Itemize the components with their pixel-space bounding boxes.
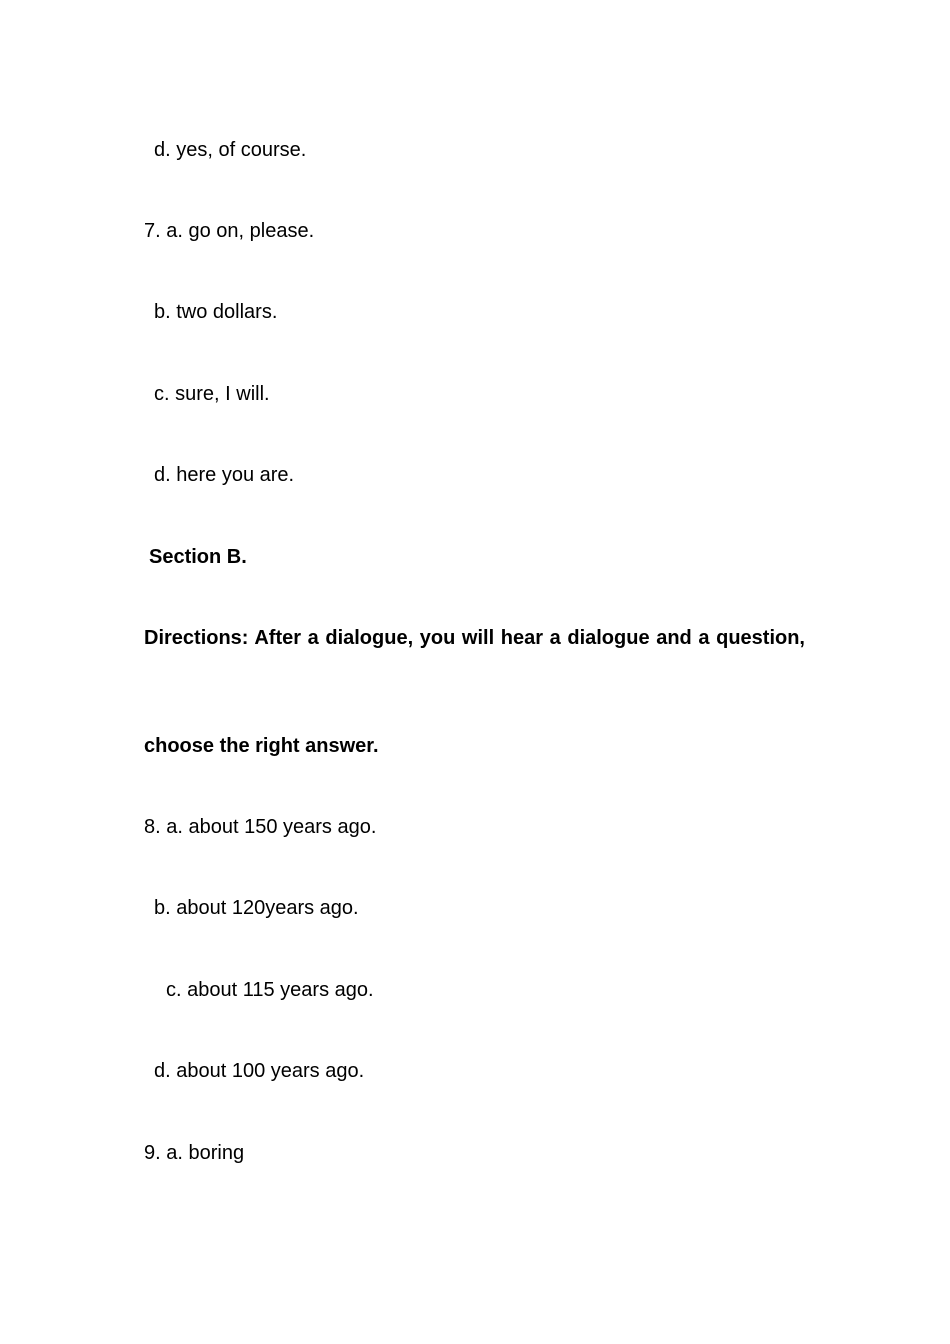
section-heading: Section B. [149, 546, 247, 568]
q7-option-d: d. here you are. [154, 464, 295, 486]
q8-option-d: d. about 100 years ago. [154, 1060, 365, 1082]
directions-line-1: Directions: After a dialogue, you will hear a dialogue and a question, [144, 627, 805, 649]
directions-line-2: choose the right answer. [144, 735, 379, 757]
q7-option-a: 7. a. go on, please. [144, 220, 315, 242]
q8-option-b: b. about 120years ago. [154, 897, 359, 919]
q9-option-a: 9. a. boring [144, 1142, 245, 1164]
q7-option-c: c. sure, I will. [154, 383, 270, 405]
q8-option-c: c. about 115 years ago. [166, 979, 374, 1001]
q7-option-b: b. two dollars. [154, 301, 278, 323]
q8-option-a: 8. a. about 150 years ago. [144, 816, 377, 838]
q6-option-d: d. yes, of course. [154, 139, 307, 161]
